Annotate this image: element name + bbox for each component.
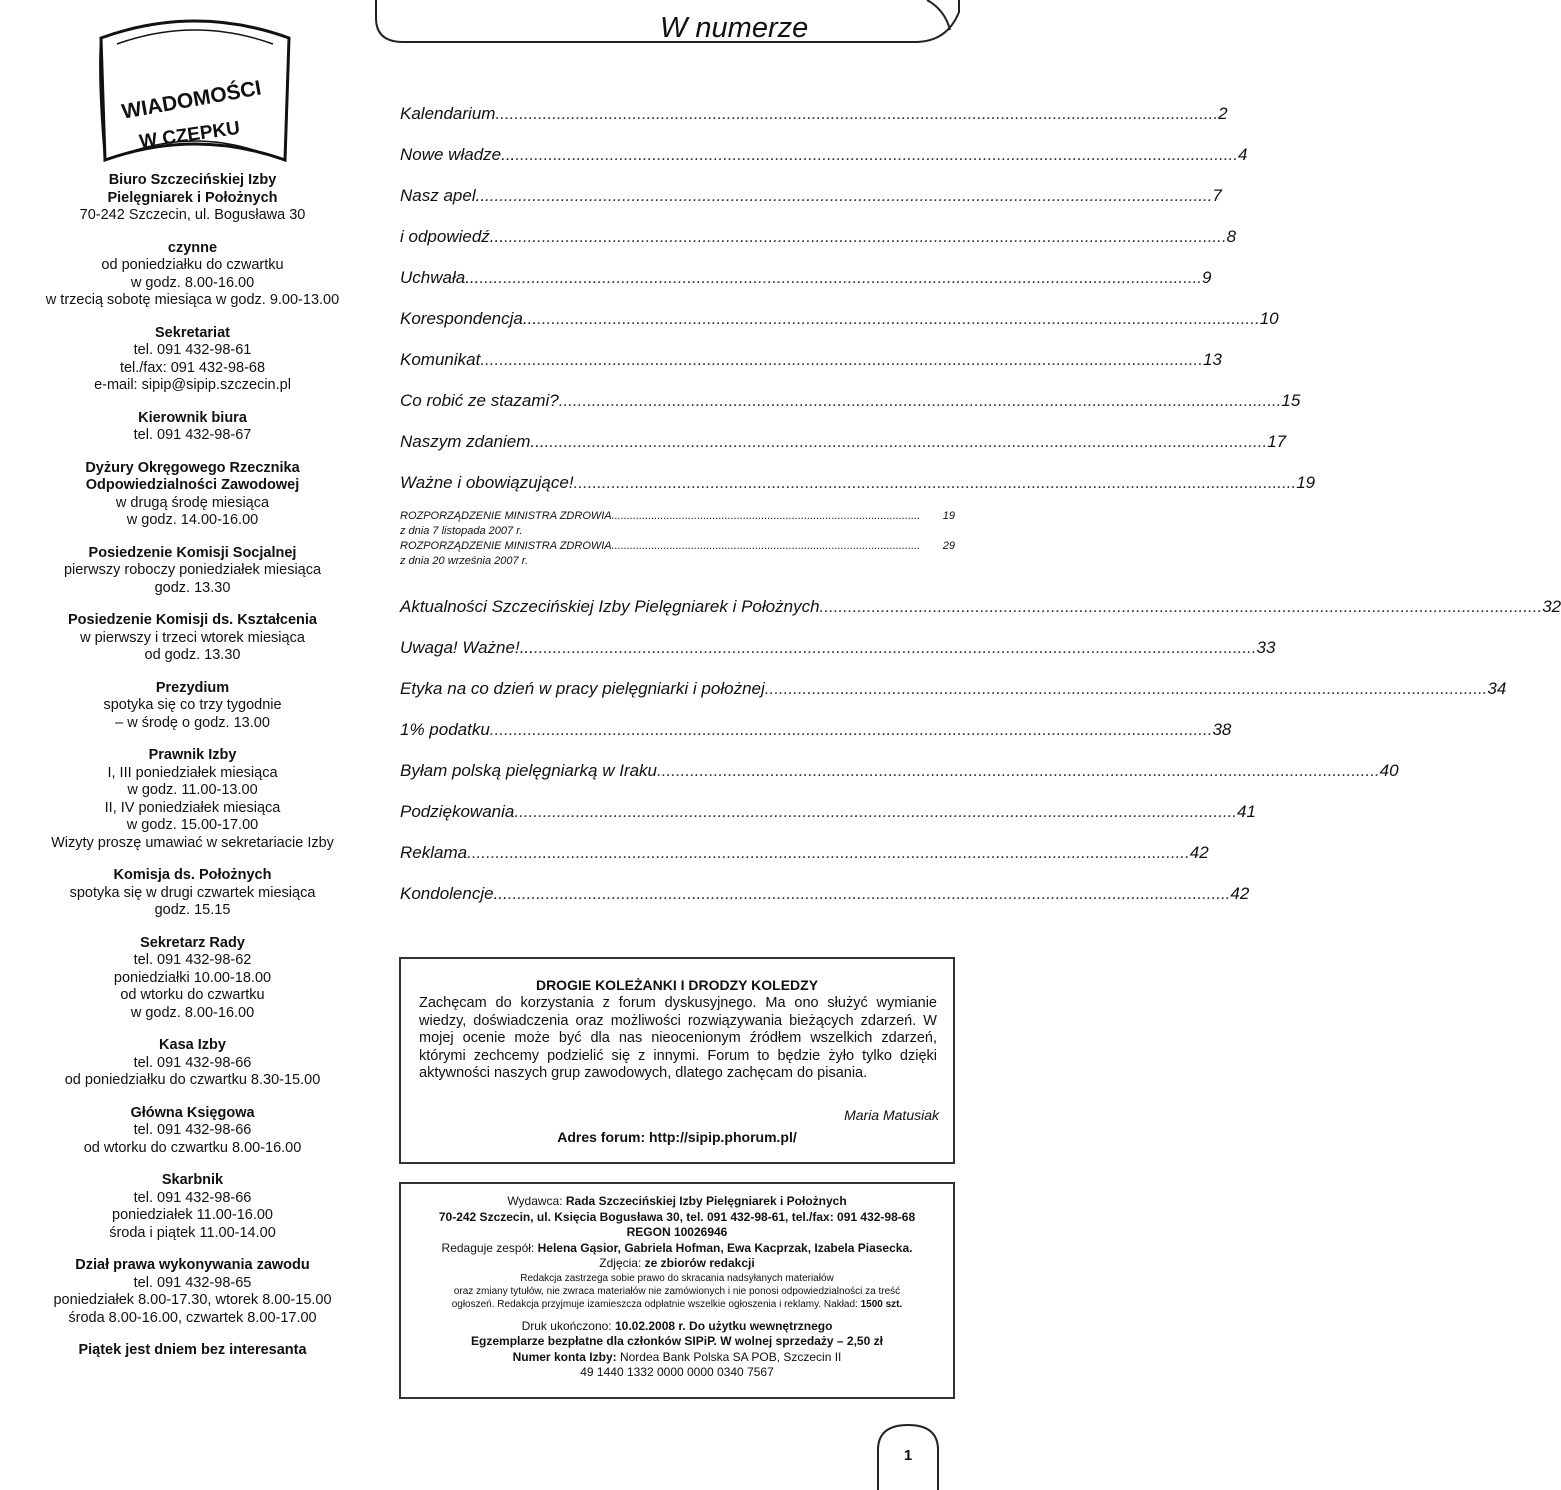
toc-subitem[interactable]: ROZPORZĄDZENIE MINISTRA ZDROWIA ..................................................................................................... 19: [400, 510, 955, 522]
toc-subitem-title: z dnia 20 września 2007 r.: [400, 555, 528, 567]
toc-item[interactable]: Uchwała... ......................................................................................................................................................... 9: [400, 268, 1212, 287]
toc-page: 15: [1281, 391, 1301, 410]
rights-block: [20, 1257, 365, 1327]
accountant-block: [20, 1105, 365, 1158]
cash-line: od poniedziałku do czwartku 8.30-15.00: [64, 1072, 321, 1088]
treasurer-line: tel. 091 432-98-66: [133, 1189, 252, 1206]
toc-page: 40: [1379, 761, 1399, 780]
toc-item[interactable]: Kondolencje... ......................................................................................................................................................... 42: [400, 884, 1250, 903]
toc-page: 34: [1487, 679, 1507, 698]
council-title: Sekretarz Rady: [140, 934, 245, 951]
notice-body: Zachęcam do korzystania z forum dyskusyjnego. Ma ono służyć wymianie wiedzy, doświadczenia oraz możliwości rozwiązywania bieżących zdarzeń. W mojej ocenie może być dla nas nieocenionym źródłem wszelkich zdarzeń, którymi zechcemy podzielić się z innymi. Forum to będzie żyło tylko dzięki aktywności naszych grup zawodowych, dlatego zachęcam do pisania.: [419, 995, 937, 1081]
toc-title: Nowe władze...: [400, 145, 516, 164]
rights-line: środa 8.00-16.00, czwartek 8.00-17.00: [68, 1309, 317, 1326]
imprint-publisher: Wydawca: Rada Szczecińskiej Izby Pielęgniarek i Położnych: [507, 1194, 847, 1208]
cash-block: [20, 1037, 365, 1090]
toc-title: Kondolencje...: [400, 884, 508, 903]
office-name1: Biuro Szczecińskiej Izby: [108, 172, 277, 188]
notice-title: DROGIE KOLEŻANKI I DRODZY KOLEDZY: [535, 977, 819, 993]
toc-page: 42: [1230, 884, 1250, 903]
toc-title: Co robić ze stazami?: [400, 391, 559, 410]
toc-subitem-title: z dnia 7 listopada 2007 r.: [400, 525, 523, 537]
imprint-note: Redakcja zastrzega sobie prawo do skracania nadsyłanych materiałów: [520, 1272, 834, 1284]
toc-item[interactable]: Reklama ......................................................................................................................................................... 42: [400, 843, 1209, 862]
notice-signature: Maria Matusiak: [844, 1107, 939, 1123]
toc-item[interactable]: Aktualności Szczecińskiej Izby Pielęgniarek i Położnych ......................................................................................................................................................... 32: [400, 597, 1561, 616]
toc-subitem: [400, 525, 955, 537]
toc-title: Reklama: [400, 843, 468, 862]
toc-page: 8: [1226, 227, 1237, 246]
council-line: w godz. 8.00-16.00: [130, 1004, 255, 1021]
duty-line: w godz. 14.00-16.00: [126, 512, 259, 528]
accountant-line: od wtorku do czwartku 8.00-16.00: [83, 1139, 302, 1156]
council-line: od wtorku do czwartku: [120, 987, 265, 1003]
presidium-line: spotyka się co trzy tygodnie: [103, 697, 282, 713]
accountant-title: Główna Księgowa: [130, 1104, 255, 1121]
toc-subitem: [400, 555, 955, 567]
duty-line: w drugą środę miesiąca: [115, 494, 270, 511]
social-title: Posiedzenie Komisji Socjalnej: [88, 544, 297, 561]
imprint-box: [399, 1182, 955, 1399]
imprint-free: Egzemplarze bezpłatne dla członków SIPiP. W wolnej sprzedaży – 2,50 zł: [471, 1334, 883, 1348]
treasurer-line: środa i piątek 11.00-14.00: [109, 1224, 276, 1241]
hours-line: w trzecią sobotę miesiąca w godz. 9.00-13.00: [45, 292, 340, 308]
imprint-account-number: 49 1440 1332 0000 0000 0340 7567: [580, 1365, 774, 1379]
presidium-line: – w środę o godz. 13.00: [115, 714, 270, 731]
magazine-logo: [95, 10, 295, 170]
toc-page: 9: [1202, 268, 1212, 287]
secretariat-block: [20, 325, 365, 395]
duty-block: [20, 460, 365, 530]
treasurer-title: Skarbnik: [161, 1172, 224, 1188]
lawyer-title: Prawnik Izby: [148, 747, 237, 763]
manager-tel: tel. 091 432-98-67: [133, 427, 252, 443]
toc-page: 33: [1256, 638, 1276, 657]
toc-title: Uchwała...: [400, 268, 480, 287]
toc-item[interactable]: Ważne i obowiązujące! ......................................................................................................................................................... 19: [400, 473, 1316, 492]
midwives-line: spotyka się w drugi czwartek miesiąca: [69, 884, 316, 901]
toc-subitem-page: 19: [942, 510, 955, 522]
hours-block: [20, 240, 365, 310]
manager-block: [20, 410, 365, 445]
office-address: 70-242 Szczecin, ul. Bogusława 30: [79, 207, 306, 223]
imprint-team: Redaguje zespół: Helena Gąsior, Gabriela Hofman, Ewa Kacprzak, Izabela Piasecka.: [441, 1240, 913, 1255]
social-line: godz. 13.30: [154, 579, 231, 596]
forum-address-link[interactable]: Adres forum: http://sipip.phorum.pl/: [557, 1129, 797, 1145]
social-line: pierwszy roboczy poniedziałek miesiąca: [63, 562, 322, 578]
hours-line: od poniedziałku do czwartku: [101, 257, 284, 273]
toc-item[interactable]: Etyka na co dzień w pracy pielęgniarki i położnej ......................................................................................................................................................... 34: [400, 679, 1507, 698]
midwives-title: Komisja ds. Położnych: [113, 867, 272, 883]
toc-title: Uwaga! Ważne!...: [400, 638, 534, 657]
rights-title: Dział prawa wykonywania zawodu: [75, 1257, 310, 1273]
imprint-account: Numer konta Izby: Nordea Bank Polska SA POB, Szczecin II: [512, 1349, 842, 1364]
forum-notice-box: [399, 957, 955, 1164]
imprint-note: ogłoszeń. Redakcja przyjmuje izamieszcza odpłatnie wszelkie ogłoszenia i reklamy. Nakład: 1500 szt.: [451, 1298, 903, 1310]
secretariat-title: Sekretariat: [155, 324, 230, 341]
toc-page: 10: [1259, 309, 1279, 328]
toc-item[interactable]: Komunikat ......................................................................................................................................................... 13: [400, 350, 1222, 369]
council-line: tel. 091 432-98-62: [133, 952, 252, 968]
toc-item[interactable]: Uwaga! Ważne!... ......................................................................................................................................................... 33: [400, 638, 1276, 657]
treasurer-line: poniedziałek 11.00-16.00: [112, 1207, 273, 1223]
imprint-regon: REGON 10026946: [626, 1225, 728, 1239]
toc-title: 1% podatku: [400, 720, 490, 739]
page-number-tab: [873, 1420, 943, 1490]
toc-item[interactable]: Nowe władze... ......................................................................................................................................................... 4: [400, 145, 1248, 164]
lawyer-line: II, IV poniedziałek miesiąca: [104, 799, 281, 816]
lawyer-line: I, III poniedziałek miesiąca: [107, 764, 278, 781]
toc-subitem-page: 29: [942, 540, 955, 552]
toc-title: i odpowiedź...: [400, 227, 504, 246]
toc-item[interactable]: Kalendarium ......................................................................................................................................................... 2: [400, 104, 1228, 123]
presidium-block: [20, 680, 365, 733]
toc-title: Komunikat: [400, 350, 481, 369]
cash-line: tel. 091 432-98-66: [133, 1054, 252, 1071]
toc-title: Nasz apel...: [400, 186, 490, 205]
toc-title: Byłam polską pielęgniarką w Iraku: [400, 761, 658, 780]
lawyer-line: w godz. 15.00-17.00: [126, 817, 259, 833]
toc-item[interactable]: Korespondencja... ......................................................................................................................................................... 10: [400, 309, 1279, 328]
friday-note: Piątek jest dniem bez interesanta: [78, 1342, 307, 1358]
education-line: w pierwszy i trzeci wtorek miesiąca: [80, 629, 305, 646]
lawyer-line: Wizyty proszę umawiać w sekretariacie Izby: [51, 834, 334, 851]
toc-page: 7: [1212, 186, 1222, 205]
toc-page: 19: [1296, 473, 1316, 492]
rights-line: poniedziałek 8.00-17.30, wtorek 8.00-15.00: [53, 1292, 332, 1308]
logo-line2: W CZEPKU: [138, 117, 242, 153]
hours-title: czynne: [167, 239, 218, 256]
social-block: [20, 545, 365, 598]
treasurer-block: [20, 1172, 365, 1242]
duty-title: Dyżury Okręgowego Rzecznika: [85, 459, 300, 476]
toc-item[interactable]: Nasz apel... ......................................................................................................................................................... 7: [400, 186, 1222, 205]
toc-subitem-title: ROZPORZĄDZENIE MINISTRA ZDROWIA: [400, 540, 612, 552]
secretariat-fax: tel./fax: 091 432-98-68: [119, 359, 266, 376]
contact-info-column: [20, 172, 365, 1375]
toc-subitem[interactable]: ROZPORZĄDZENIE MINISTRA ZDROWIA ..................................................................................................... 29: [400, 540, 955, 552]
imprint-address: 70-242 Szczecin, ul. Księcia Bogusława 30, tel. 091 432-98-61, tel./fax: 091 432-98-68: [438, 1209, 916, 1224]
lawyer-line: w godz. 11.00-13.00: [127, 782, 258, 798]
toc-item[interactable]: 1% podatku ......................................................................................................................................................... 38: [400, 720, 1232, 739]
rights-line: tel. 091 432-98-65: [133, 1274, 252, 1291]
accountant-line: tel. 091 432-98-66: [133, 1122, 252, 1138]
logo-line1: WIADOMOŚCI: [120, 76, 264, 124]
toc-page: 4: [1237, 145, 1248, 164]
duty-title: Odpowiedzialności Zawodowej: [85, 477, 300, 493]
office-name2: Pielęgniarek i Położnych: [107, 189, 278, 206]
cash-title: Kasa Izby: [159, 1037, 226, 1053]
toc-item[interactable]: Byłam polską pielęgniarką w Iraku ......................................................................................................................................................... 40: [400, 761, 1399, 780]
education-block: [20, 612, 365, 665]
toc-title: Podziękowania: [400, 802, 515, 821]
toc-page: 32: [1542, 597, 1561, 616]
toc-page: 41: [1237, 802, 1256, 821]
imprint-print-date: Druk ukończono: 10.02.2008 r. Do użytku wewnętrznego: [521, 1318, 833, 1333]
page-title: W numerze: [660, 12, 809, 44]
council-block: [20, 935, 365, 1023]
secretariat-email: e-mail: sipip@sipip.szczecin.pl: [94, 377, 291, 393]
toc-page: 38: [1212, 720, 1232, 739]
toc-item[interactable]: i odpowiedź... ......................................................................................................................................................... 8: [400, 227, 1237, 246]
toc-title: Kalendarium: [400, 104, 496, 123]
friday-note-block: [20, 1342, 365, 1360]
toc-item[interactable]: Naszym zdaniem... ......................................................................................................................................................... 17: [400, 432, 1287, 451]
education-title: Posiedzenie Komisji ds. Kształcenia: [68, 612, 317, 628]
council-line: poniedziałki 10.00-18.00: [113, 969, 272, 986]
toc-item[interactable]: Podziękowania ......................................................................................................................................................... 41: [400, 802, 1256, 821]
midwives-line: godz. 15.15: [154, 902, 231, 918]
toc-subitem-title: ROZPORZĄDZENIE MINISTRA ZDROWIA: [400, 510, 612, 522]
toc-page: 2: [1218, 104, 1228, 123]
toc-title: Etyka na co dzień w pracy pielęgniarki i położnej: [400, 679, 765, 698]
manager-title: Kierownik biura: [138, 409, 247, 426]
toc-title: Naszym zdaniem...: [400, 432, 545, 451]
imprint-photos: Zdjęcia: ze zbiorów redakcji: [599, 1256, 755, 1270]
midwives-block: [20, 867, 365, 920]
secretariat-tel: tel. 091 432-98-61: [133, 342, 252, 358]
toc-title: Ważne i obowiązujące!: [400, 473, 574, 492]
toc-item[interactable]: Co robić ze stazami? ......................................................................................................................................................... 15: [400, 391, 1301, 410]
toc-title: Aktualności Szczecińskiej Izby Pielęgniarek i Położnych: [400, 597, 820, 616]
toc-page: 13: [1202, 350, 1222, 369]
hours-line: w godz. 8.00-16.00: [130, 274, 255, 291]
office-block: [20, 172, 365, 225]
toc-page: 17: [1267, 432, 1287, 451]
page-number: 1: [903, 1447, 913, 1464]
presidium-title: Prezydium: [155, 679, 230, 696]
education-line: od godz. 13.30: [144, 647, 241, 663]
lawyer-block: [20, 747, 365, 852]
toc-page: 42: [1189, 843, 1209, 862]
imprint-note: oraz zmiany tytułów, nie zwraca materiałów nie zamówionych i nie ponosi odpowiedzialności za treść: [453, 1285, 901, 1297]
toc-title: Korespondencja...: [400, 309, 538, 328]
